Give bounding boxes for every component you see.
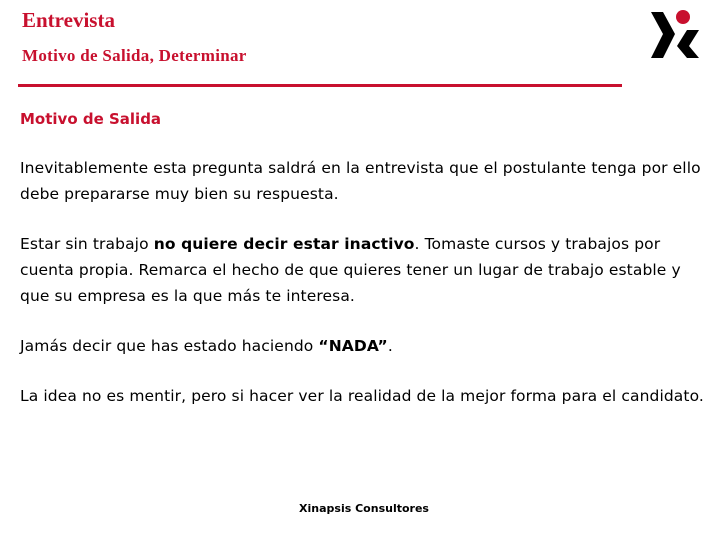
paragraph-3-emphasis: “NADA”: [318, 337, 388, 355]
paragraph-3: [20, 333, 710, 359]
paragraph-1: Inevitablemente esta pregunta saldrá en la entrevista que el postulante tenga por ello debe prepararse muy bien su respuesta.: [20, 159, 701, 203]
logo-dot: [676, 10, 690, 24]
slide-title: Entrevista: [22, 8, 115, 32]
logo-mark-right: [677, 30, 699, 58]
slide-subtitle: Motivo de Salida, Determinar: [22, 46, 247, 65]
paragraph-3-start: Jamás decir que has estado haciendo: [20, 337, 319, 355]
logo-mark-left: [651, 12, 675, 58]
paragraph-4: La idea no es mentir, pero si hacer ver la realidad de la mejor forma para el candidato.: [20, 387, 704, 405]
paragraph-2-start: Estar sin trabajo: [20, 235, 154, 253]
slide-body: [20, 108, 710, 433]
section-heading: Motivo de Salida: [20, 110, 162, 128]
footer: [0, 502, 728, 515]
paragraph-3-end: .: [387, 337, 393, 355]
paragraph-2-emphasis: no quiere decir estar inactivo: [153, 235, 415, 253]
title-divider: [18, 84, 622, 87]
xinapsis-logo-icon: [645, 6, 701, 64]
paragraph-2-end: . Tomaste cursos y trabajos por cuenta propia. Remarca el hecho de que quieres tener un lugar de trabajo estable y que su empresa es la que más te interesa.: [20, 235, 681, 305]
paragraph-2: [20, 231, 710, 309]
footer-text: Xinapsis Consultores: [299, 502, 429, 515]
